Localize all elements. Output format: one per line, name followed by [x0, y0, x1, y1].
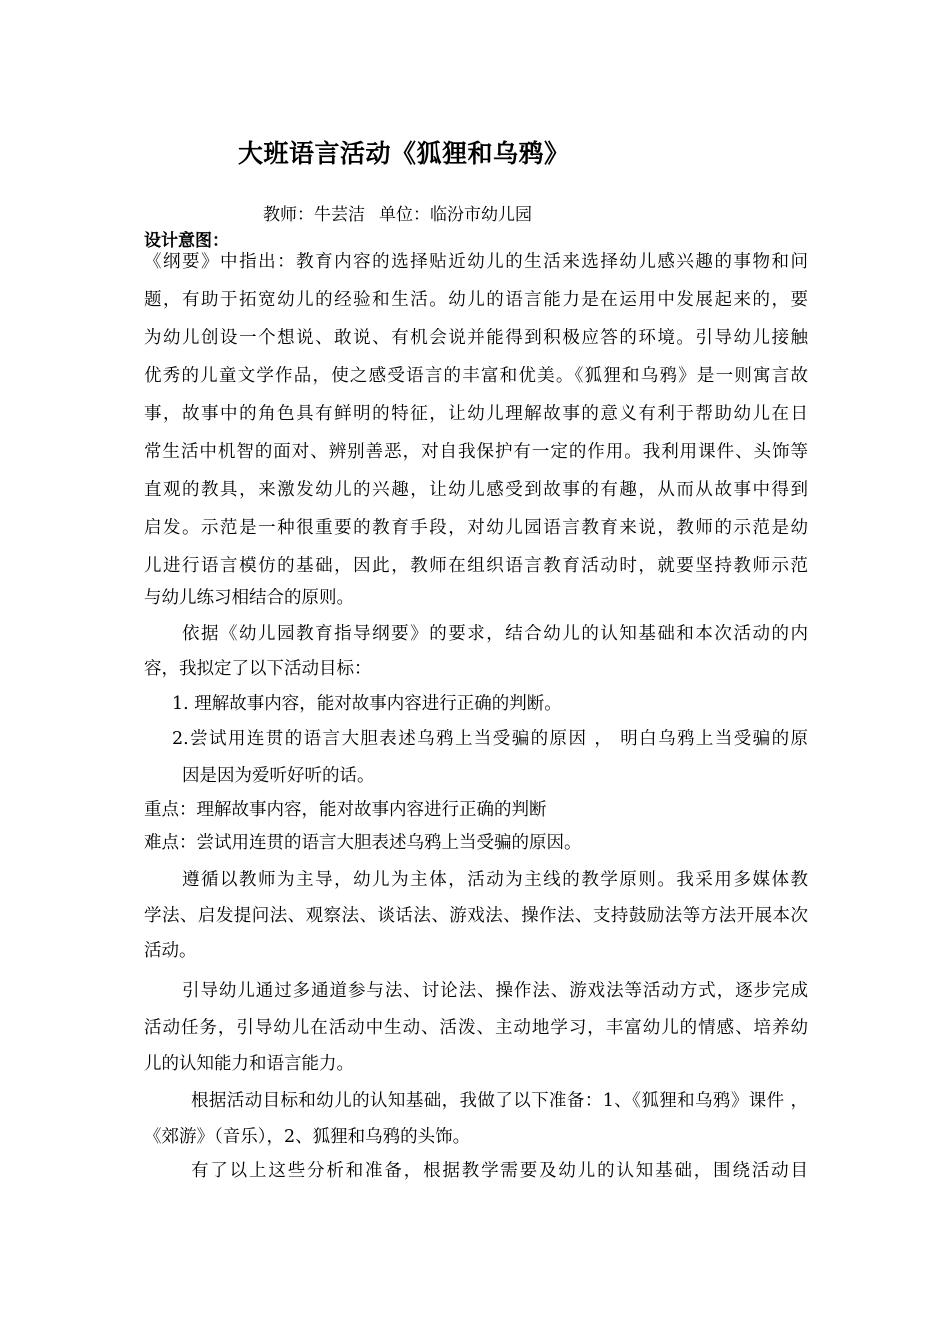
paragraph-line: 依据《幼儿园教育指导纲要》的要求，结合幼儿的认知基础和本次活动的内	[182, 624, 808, 644]
paragraph-line: 活动。	[144, 941, 197, 961]
paragraph-line: 常生活中机智的面对、辨别善恶，对自我保护有一定的作用。我利用课件、头饰等	[144, 442, 808, 462]
goal-item: 2.尝试用连贯的语言大胆表述乌鸦上当受骗的原因 ， 明白乌鸦上当受骗的原	[172, 729, 808, 749]
paragraph-line: 儿的认知能力和语言能力。	[144, 1054, 354, 1074]
paragraph-line: 与幼儿练习相结合的原则。	[144, 588, 354, 608]
goal-item: 1. 理解故事内容，能对故事内容进行正确的判断。	[172, 694, 562, 714]
paragraph-line: 事，故事中的角色具有鲜明的特征，让幼儿理解故事的意义有利于帮助幼儿在日	[144, 404, 808, 424]
difficult-point: 难点：尝试用连贯的语言大胆表述乌鸦上当受骗的原因。	[144, 833, 582, 853]
paragraph-line: 题，有助于拓宽幼儿的经验和生活。幼儿的语言能力是在运用中发展起来的，要	[144, 290, 808, 310]
paragraph-line: 《郊游》（音乐），2、狐狸和乌鸦的头饰。	[144, 1127, 471, 1147]
paragraph-line: 容，我拟定了以下活动目标：	[144, 659, 372, 679]
paragraph-line: 直观的教具，来激发幼儿的兴趣，让幼儿感受到故事的有趣，从而从故事中得到	[144, 480, 808, 500]
goal-item-continued: 因是因为爱听好听的话。	[182, 766, 375, 786]
paragraph-line: 根据活动目标和幼儿的认知基础，我做了以下准备：1、《狐狸和乌鸦》课件 ，	[191, 1091, 808, 1111]
paragraph-line: 引导幼儿通过多通道参与法、讨论法、操作法、游戏法等活动方式，逐步完成	[182, 981, 808, 1001]
paragraph-line: 《纲要》中指出：教育内容的选择贴近幼儿的生活来选择幼儿感兴趣的事物和问	[144, 252, 808, 272]
design-intent-heading: 设计意图：	[144, 231, 229, 251]
paragraph-line: 为幼儿创设一个想说、敢说、有机会说并能得到积极应答的环境。引导幼儿接触	[144, 328, 808, 348]
key-point: 重点：理解故事内容，能对故事内容进行正确的判断	[144, 800, 547, 820]
paragraph-line: 活动任务，引导幼儿在活动中生动、活泼、主动地学习，丰富幼儿的情感、培养幼	[144, 1018, 808, 1038]
paragraph-line: 启发。示范是一种很重要的教育手段，对幼儿园语言教育来说，教师的示范是幼	[144, 518, 808, 538]
paragraph-line: 儿进行语言模仿的基础，因此，教师在组织语言教育活动时，就要坚持教师示范	[144, 556, 808, 576]
teacher-name: 教师：牛芸洁	[263, 205, 365, 225]
author-byline	[263, 200, 532, 225]
paragraph-line: 学法、启发提问法、观察法、谈话法、游戏法、操作法、支持鼓励法等方法开展本次	[144, 906, 808, 926]
paragraph-line: 遵循以教师为主导，幼儿为主体，活动为主线的教学原则。我采用多媒体教	[182, 870, 808, 890]
document-title: 大班语言活动《狐狸和乌鸦》	[238, 139, 570, 168]
teacher-unit: 单位：临汾市幼儿园	[379, 205, 532, 225]
paragraph-line: 有了以上这些分析和准备，根据教学需要及幼儿的认知基础，围绕活动目	[191, 1161, 808, 1181]
paragraph-line: 优秀的儿童文学作品，使之感受语言的丰富和优美。《狐狸和乌鸦》是一则寓言故	[144, 366, 808, 386]
